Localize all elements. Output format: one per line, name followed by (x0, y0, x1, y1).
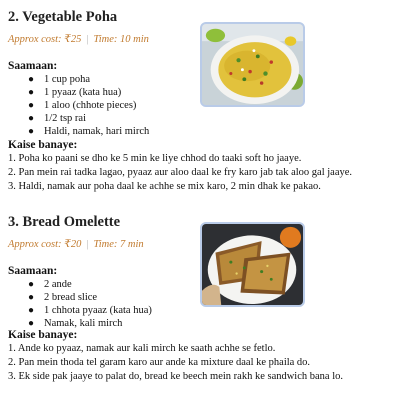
step-item: 1. Ande ko pyaaz, namak aur kali mirch ke saath achhe se fetlo. (8, 343, 276, 354)
poha-photo (200, 22, 305, 107)
steps-list (8, 152, 352, 194)
bullet-icon: ● (28, 318, 35, 329)
step-item: 1. Poha ko paani se dho ke 5 min ke liye chhod do taaki soft ho jaaye. (8, 153, 302, 164)
step-item: 2. Pan mein thoda tel garam karo aur ande ka mixture daal ke phaila do. (8, 357, 311, 368)
bullet-icon: ● (28, 279, 35, 290)
recipe-cost: Approx cost: ₹25 (8, 34, 82, 45)
bullet-icon: ● (28, 113, 35, 124)
ingredients-heading: Saamaan: (8, 265, 58, 277)
bread-omelette-photo (200, 222, 305, 307)
recipe-time: Time: 10 min (93, 34, 149, 45)
list-item: ● 1 chhota pyaaz (kata hua) (28, 305, 152, 316)
meta-separator: | (86, 34, 89, 45)
step-item: 3. Ek side pak jaaye to palat do, bread ke beech mein rakh ke sandwich bana lo. (8, 371, 344, 382)
list-item: ● 2 ande (28, 279, 72, 290)
bullet-icon: ● (28, 126, 35, 137)
ingredients-heading: Saamaan: (8, 60, 58, 72)
list-item: ● 1 aloo (chhote pieces) (28, 100, 137, 111)
recipe-cost: Approx cost: ₹20 (8, 239, 82, 250)
bullet-icon: ● (28, 74, 35, 85)
list-item: ● Haldi, namak, hari mirch (28, 126, 150, 137)
list-item: ● 1 cup poha (28, 74, 91, 85)
recipe-meta (8, 33, 149, 45)
steps-list (8, 342, 343, 384)
recipe-title: 2. Vegetable Poha (8, 9, 118, 25)
ingredients-list (28, 278, 152, 330)
recipe-meta (8, 238, 144, 250)
step-item: 3. Haldi, namak aur poha daal ke achhe se mix karo, 2 min dhak ke pakao. (8, 181, 321, 192)
list-item: ● 2 bread slice (28, 292, 98, 303)
bullet-icon: ● (28, 292, 35, 303)
list-item: ● 1/2 tsp rai (28, 113, 86, 124)
list-item: ● Namak, kali mirch (28, 318, 123, 329)
bullet-icon: ● (28, 87, 35, 98)
ingredients-list (28, 73, 149, 138)
recipe-time: Time: 7 min (93, 239, 144, 250)
meta-separator: | (86, 239, 89, 250)
recipe-title: 3. Bread Omelette (8, 214, 121, 230)
steps-heading: Kaise banaye: (8, 329, 78, 341)
steps-heading: Kaise banaye: (8, 139, 78, 151)
list-item: ● 1 pyaaz (kata hua) (28, 87, 122, 98)
bullet-icon: ● (28, 100, 35, 111)
bullet-icon: ● (28, 305, 35, 316)
step-item: 2. Pan mein rai tadka lagao, pyaaz aur aloo daal ke fry karo jab tak aloo gal jaaye. (8, 167, 353, 178)
recipe-bread-omelette (0, 205, 400, 400)
